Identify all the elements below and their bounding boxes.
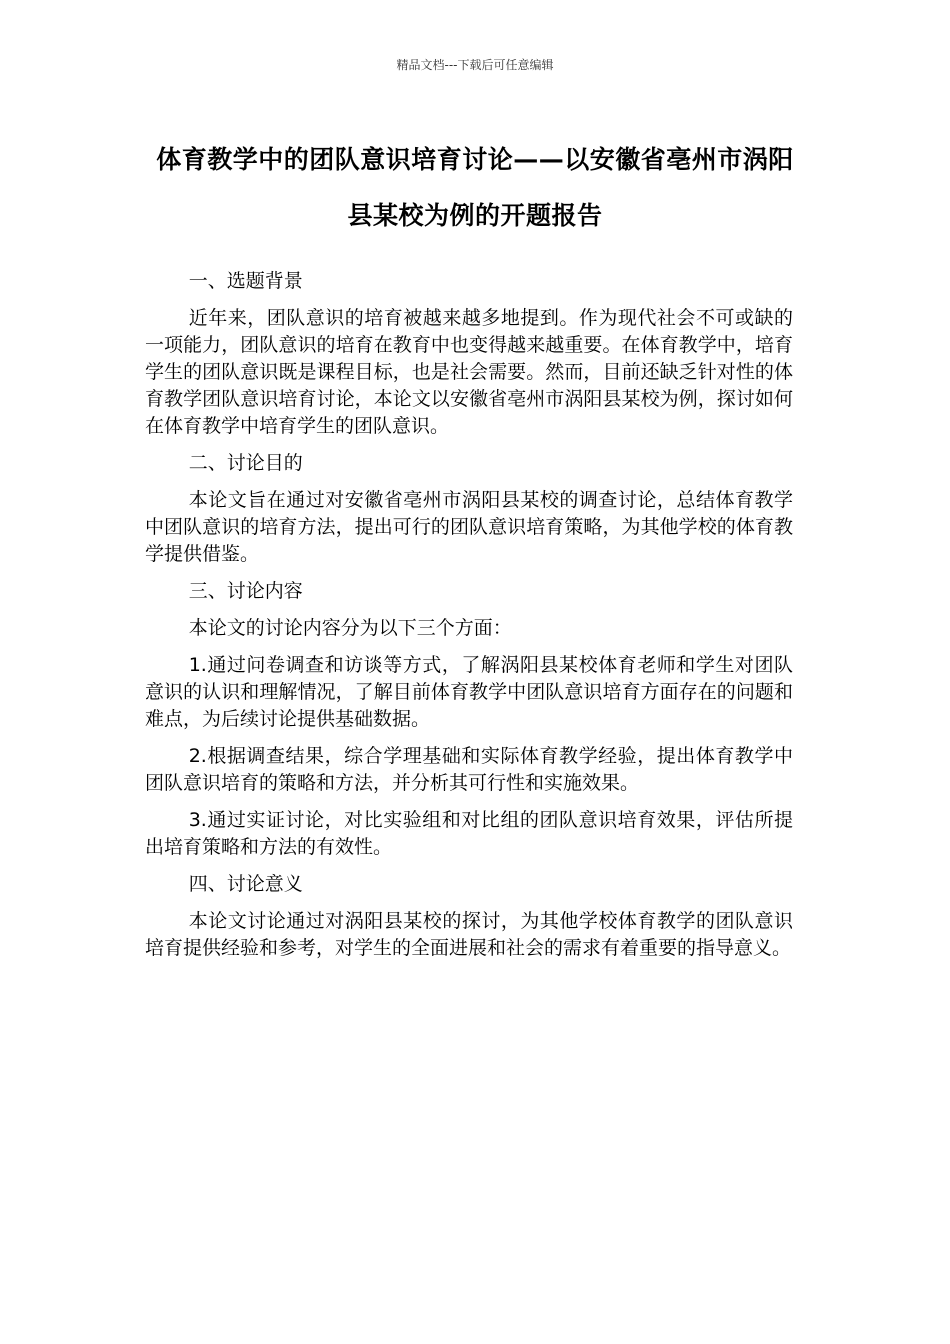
section-heading-purpose: 二、讨论目的 — [188, 452, 303, 474]
paragraph-content-intro: 本论文的讨论内容分为以下三个方面： — [188, 617, 512, 639]
paragraph-significance: 本论文讨论通过对涡阳县某校的探讨，为其他学校体育教学的团队意识培育提供经验和参考，对学生的全面进展和社会的需求有着重要的指导意义。 — [145, 910, 793, 959]
header-note: 精品文档---下载后可任意编辑 — [396, 58, 554, 72]
paragraph-background: 近年来，团队意识的培育被越来越多地提到。作为现代社会不可或缺的一项能力，团队意识的培育在教育中也变得越来越重要。在体育教学中，培育学生的团队意识既是课程目标，也是社会需要。然而，目前还缺乏针对性的体育教学团队意识培育讨论，本论文以安徽省亳州市涡阳县某校为例，探讨如何在体育教学中培育学生的团队意识。 — [145, 307, 793, 437]
section-heading-content: 三、讨论内容 — [188, 580, 303, 602]
paragraph-purpose: 本论文旨在通过对安徽省亳州市涡阳县某校的调查讨论，总结体育教学中团队意识的培育方法，提出可行的团队意识培育策略，为其他学校的体育教学提供借鉴。 — [145, 489, 793, 565]
list-item-content-1: 1.通过问卷调查和访谈等方式，了解涡阳县某校体育老师和学生对团队意识的认识和理解情况，了解目前体育教学中团队意识培育方面存在的问题和难点，为后续讨论提供基础数据。 — [145, 654, 793, 730]
list-item-content-2: 2.根据调查结果，综合学理基础和实际体育教学经验，提出体育教学中团队意识培育的策略和方法，并分析其可行性和实施效果。 — [145, 745, 793, 794]
document-title: 体育教学中的团队意识培育讨论——以安徽省亳州市涡阳县某校为例的开题报告 — [156, 145, 794, 230]
list-item-content-3: 3.通过实证讨论，对比实验组和对比组的团队意识培育效果，评估所提出培育策略和方法的有效性。 — [145, 809, 793, 858]
section-heading-significance: 四、讨论意义 — [188, 873, 303, 895]
section-heading-background: 一、选题背景 — [188, 270, 303, 292]
document-body — [145, 268, 793, 972]
